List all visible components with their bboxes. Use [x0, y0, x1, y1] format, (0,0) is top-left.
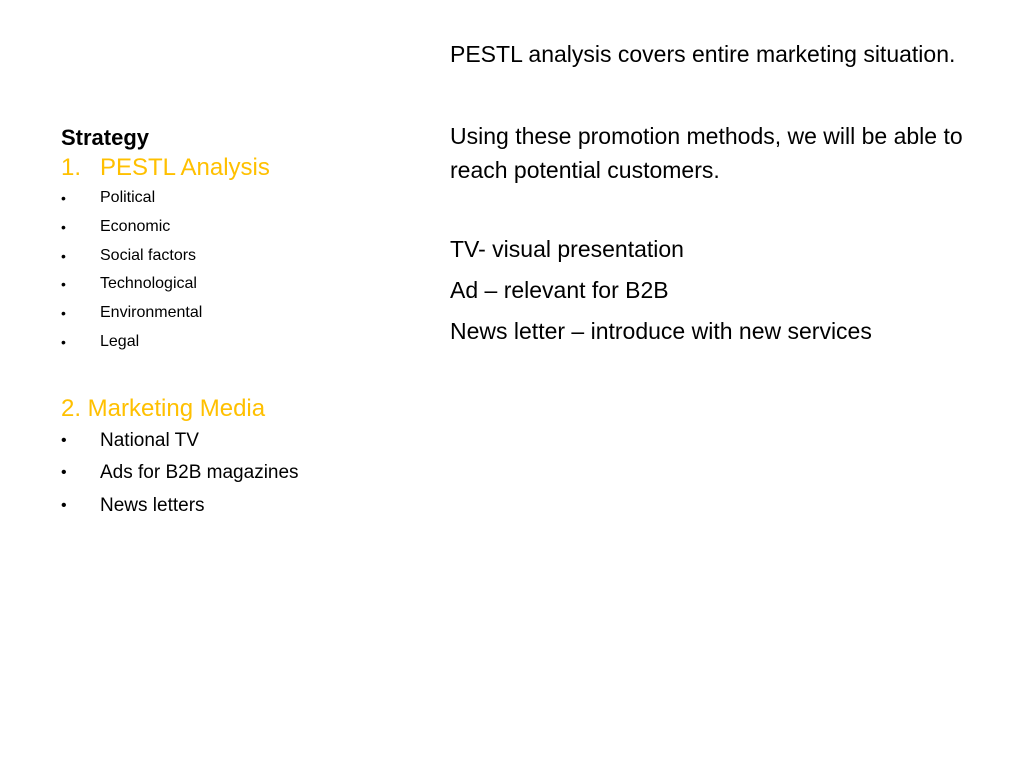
pestl-list — [61, 184, 421, 357]
list-item-label: Ads for B2B magazines — [100, 462, 299, 484]
left-column — [61, 122, 421, 523]
bullet-icon: • — [61, 431, 67, 449]
list-item-label: Environmental — [100, 304, 203, 322]
list-item — [61, 213, 421, 242]
media-line-newsletter: News letter – introduce with new services — [450, 318, 872, 344]
list-item — [61, 184, 421, 213]
list-item-label: National TV — [100, 429, 199, 451]
bullet-icon: • — [61, 276, 66, 293]
list-item-label: Political — [100, 189, 156, 206]
bullet-icon: • — [61, 190, 66, 206]
list-item-label: Social factors — [100, 246, 197, 264]
media-list — [61, 425, 421, 523]
list-item — [61, 490, 421, 523]
list-item-label: News letters — [100, 494, 205, 516]
list-item — [61, 457, 421, 490]
bullet-icon: • — [61, 305, 66, 322]
bullet-icon: • — [61, 496, 67, 514]
section-title: PESTL Analysis — [100, 154, 270, 181]
list-item-label: Economic — [100, 217, 171, 235]
bullet-icon: • — [61, 464, 67, 482]
bullet-icon: • — [61, 333, 66, 350]
section-heading-pestl — [61, 152, 421, 184]
section-number: 1. — [61, 154, 82, 181]
list-item-label: Technological — [100, 275, 197, 293]
bullet-icon: • — [61, 218, 66, 235]
list-item — [61, 328, 421, 357]
section-heading-media: 2. Marketing Media — [61, 394, 266, 422]
media-line-ad: Ad – relevant for B2B — [450, 277, 669, 303]
slide-title: Strategy — [61, 125, 150, 150]
list-item — [61, 425, 421, 458]
media-line-tv: TV- visual presentation — [450, 236, 684, 262]
list-item-label: Legal — [100, 332, 140, 350]
paragraph-pestl-summary: PESTL analysis covers entire marketing situation. — [450, 41, 956, 67]
list-item — [61, 299, 421, 328]
list-item — [61, 270, 421, 299]
bullet-icon: • — [61, 247, 66, 264]
right-column — [450, 37, 990, 352]
list-item — [61, 242, 421, 271]
paragraph-promotion: Using these promotion methods, we will be able to reach potential customers. — [450, 123, 963, 183]
